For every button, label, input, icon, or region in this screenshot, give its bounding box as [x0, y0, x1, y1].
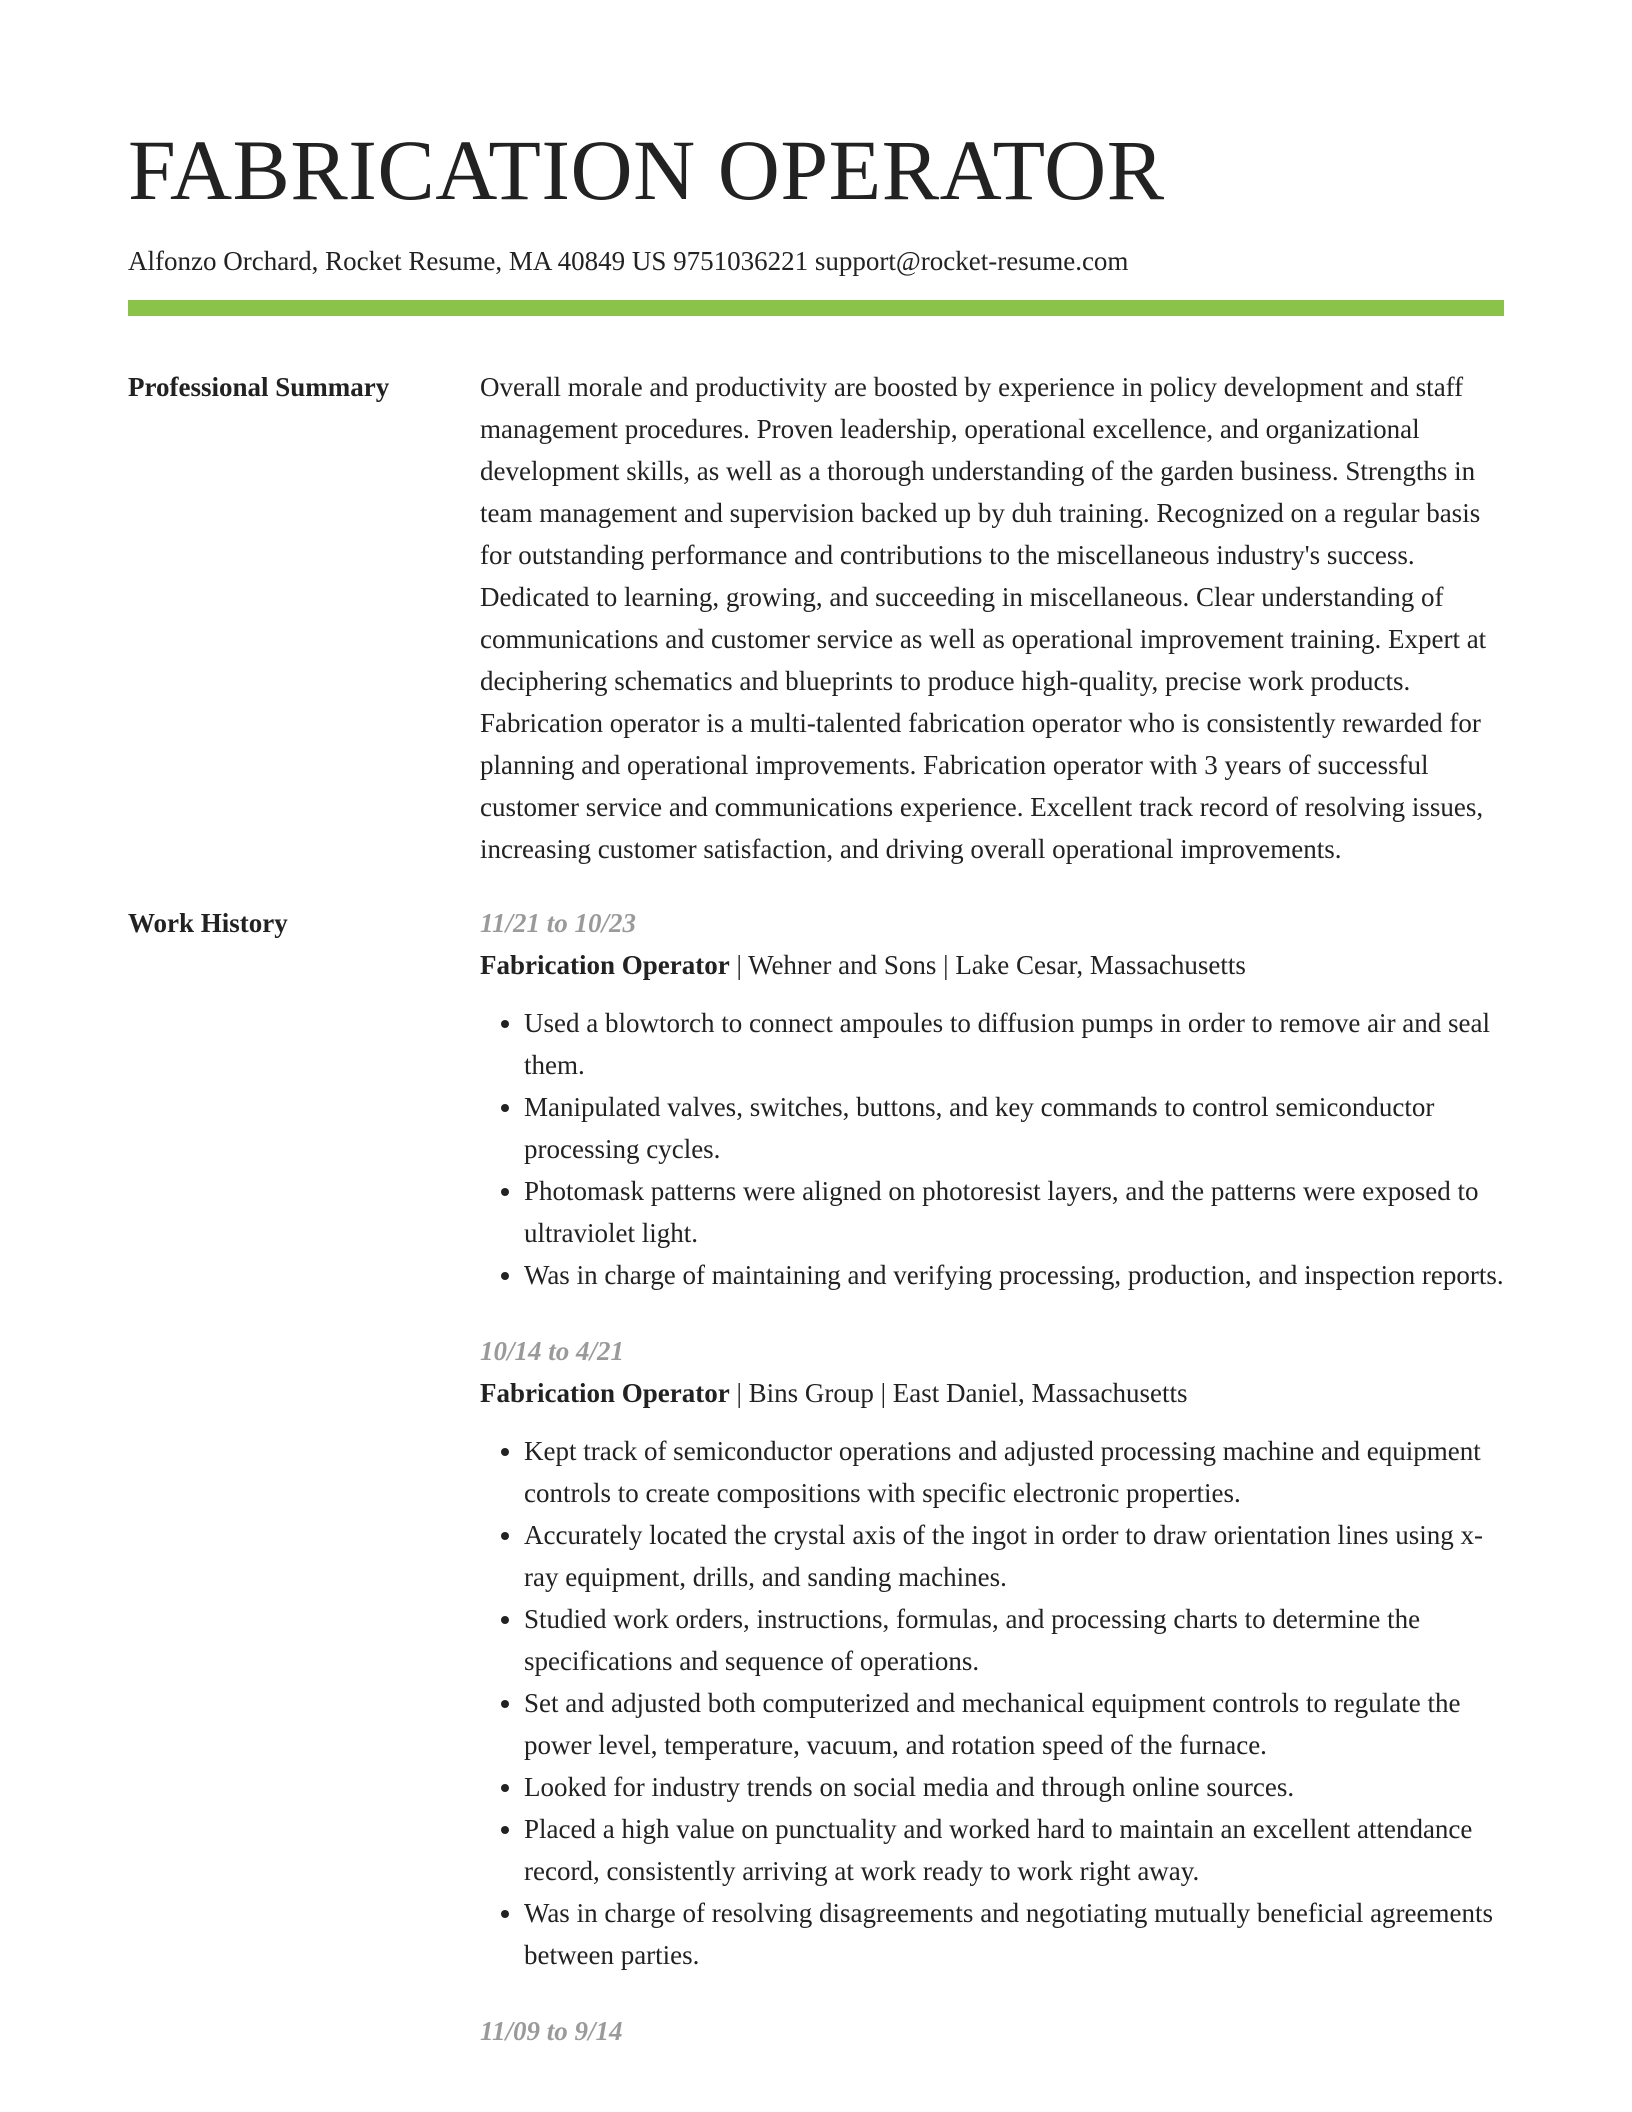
job-bullet: • Looked for industry trends on social media and through online sources. [524, 1766, 1504, 1808]
job-bullets [480, 1002, 1504, 1296]
job-entry [480, 902, 1504, 1296]
professional-summary-section [128, 366, 1504, 870]
job-bullet: • Photomask patterns were aligned on photoresist layers, and the patterns were exposed to ultraviolet light. [524, 1170, 1504, 1254]
job-dates: 11/09 to 9/14 [480, 2016, 623, 2046]
section-label-work-history: Work History [128, 908, 288, 938]
job-bullets [480, 1430, 1504, 1976]
job-dates: 11/21 to 10/23 [480, 908, 637, 938]
resume-page [128, 0, 1504, 2086]
job-bullet: • Was in charge of maintaining and verifying processing, production, and inspection reports. [524, 1254, 1504, 1296]
job-bullet: • Used a blowtorch to connect ampoules to diffusion pumps in order to remove air and seal them. [524, 1002, 1504, 1086]
header-divider [128, 300, 1504, 316]
section-label-summary: Professional Summary [128, 372, 390, 402]
resume-title: FABRICATION OPERATOR [128, 122, 1165, 218]
summary-text: Overall morale and productivity are boosted by experience in policy development and staff management procedures. Proven leadership, operational excellence, and organizational development skills, as well as a thorough understanding of the garden business. Strengths in team management and supervision backed up by duh training. Recognized on a regular basis for outstanding performance and contributions to the miscellaneous industry's success. Dedicated to learning, growing, and succeeding in miscellaneous. Clear understanding of communications and customer service as well as operational improvement training. Expert at deciphering schematics and blueprints to produce high-quality, precise work products. Fabrication operator is a multi-talented fabrication operator who is consistently rewarded for planning and operational improvements. Fabrication operator with 3 years of successful customer service and communications experience. Excellent track record of resolving issues, increasing customer satisfaction, and driving overall operational improvements. [480, 372, 1487, 864]
job-entry [480, 2010, 1504, 2052]
job-bullet: • Was in charge of resolving disagreements and negotiating mutually beneficial agreements between parties. [524, 1892, 1504, 1976]
work-history-section [128, 902, 1504, 2086]
job-bullet: • Placed a high value on punctuality and worked hard to maintain an excellent attendance record, consistently arriving at work ready to work right away. [524, 1808, 1504, 1892]
job-employer-location: | Bins Group | East Daniel, Massachusetts [729, 1378, 1188, 1408]
summary-body [480, 366, 1504, 870]
job-dates: 10/14 to 4/21 [480, 1336, 625, 1366]
job-title-line [480, 1372, 1504, 1414]
job-entry [480, 1330, 1504, 1976]
job-bullet: • Set and adjusted both computerized and mechanical equipment controls to regulate the power level, temperature, vacuum, and rotation speed of the furnace. [524, 1682, 1504, 1766]
work-history-body [480, 902, 1504, 2086]
job-bullet: • Kept track of semiconductor operations and adjusted processing machine and equipment controls to create compositions with specific electronic properties. [524, 1430, 1504, 1514]
contact-line: Alfonzo Orchard, Rocket Resume, MA 40849 US 9751036221 support@rocket-resume.com [128, 246, 1129, 276]
job-title: Fabrication Operator [480, 1378, 730, 1408]
job-bullet: • Accurately located the crystal axis of the ingot in order to draw orientation lines using x-ray equipment, drills, and sanding machines. [524, 1514, 1504, 1598]
job-bullet: • Manipulated valves, switches, buttons, and key commands to control semiconductor processing cycles. [524, 1086, 1504, 1170]
job-title-line [480, 944, 1504, 986]
job-employer-location: | Wehner and Sons | Lake Cesar, Massachusetts [729, 950, 1246, 980]
job-bullet: • Studied work orders, instructions, formulas, and processing charts to determine the specifications and sequence of operations. [524, 1598, 1504, 1682]
job-title: Fabrication Operator [480, 950, 730, 980]
